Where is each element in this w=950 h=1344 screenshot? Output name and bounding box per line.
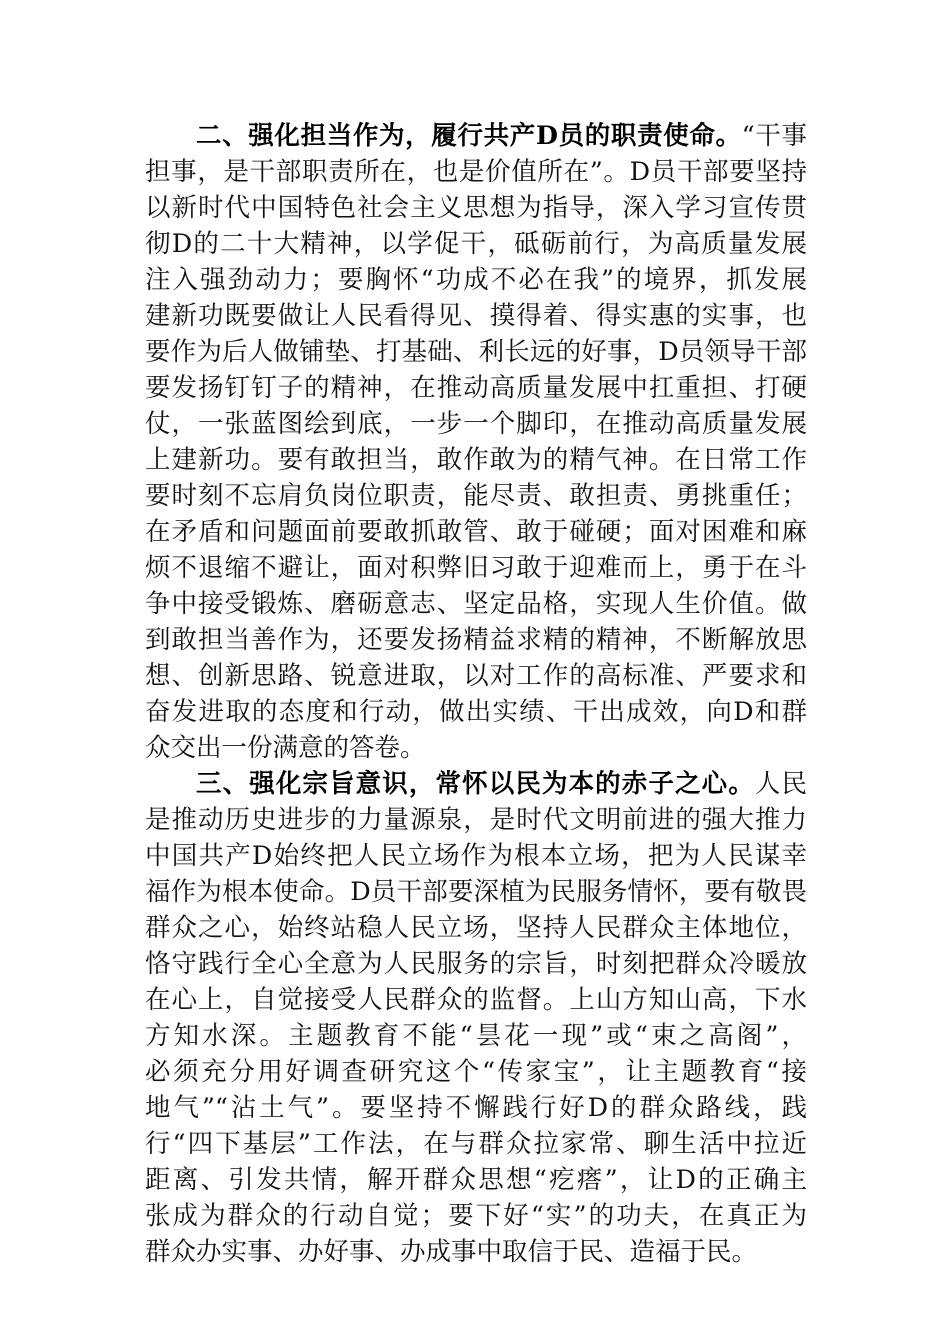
paragraph-three-line: 恪守践行全心全意为人民服务的宗旨，时刻把群众冷暖放 — [145, 949, 807, 979]
paragraph-three-line: 是推动历史进步的力量源泉，是时代文明前进的强大推力 — [145, 805, 807, 835]
paragraph-three-line: 地气”“沾土气”。要坚持不懈践行好D的群众路线，践 — [145, 1093, 807, 1123]
paragraph-three-line: 在心上，自觉接受人民群众的监督。上山方知山高，下水 — [145, 985, 807, 1015]
paragraph-two-line: 争中接受锻炼、磨砺意志、坚定品格，实现人生价值。做 — [145, 589, 807, 619]
paragraph-three-text: 人民 — [754, 769, 807, 799]
paragraph-two-line: 仗，一张蓝图绘到底，一步一个脚印，在推动高质量发展 — [145, 409, 807, 439]
paragraph-two-line: 上建新功。要有敢担当，敢作敢为的精气神。在日常工作 — [145, 445, 807, 475]
paragraph-two-line: 要作为后人做铺垫、打基础、利长远的好事，D员领导干部 — [145, 337, 807, 367]
paragraph-two-line: 以新时代中国特色社会主义思想为指导，深入学习宣传贯 — [145, 193, 807, 223]
paragraph-three-line: 群众之心，始终站稳人民立场，坚持人民群众主体地位， — [145, 913, 807, 943]
paragraph-two-line: 要时刻不忘肩负岗位职责，能尽责、敢担责、勇挑重任； — [145, 481, 807, 511]
paragraph-three-line: 必须充分用好调查研究这个“传家宝”，让主题教育“接 — [145, 1057, 807, 1087]
paragraph-two-line: 到敢担当善作为，还要发扬精益求精的精神，不断解放思 — [145, 625, 807, 655]
paragraph-two-line-last: 众交出一份满意的答卷。 — [145, 733, 426, 763]
paragraph-two-line: 奋发进取的态度和行动，做出实绩、干出成效，向D和群 — [145, 697, 807, 727]
paragraph-three-line: 方知水深。主题教育不能“昙花一现”或“束之高阁”， — [145, 1021, 807, 1051]
paragraph-two-line-1 — [145, 118, 807, 154]
paragraph-two-line: 在矛盾和问题面前要敢抓敢管、敢于碰硬；面对困难和麻 — [145, 517, 807, 547]
paragraph-two-line: 建新功既要做让人民看得见、摸得着、得实惠的实事，也 — [145, 301, 807, 331]
paragraph-three-line: 福作为根本使命。D员干部要深植为民服务情怀，要有敬畏 — [145, 877, 807, 907]
paragraph-two-line: 担事，是干部职责所在，也是价值所在”。D员干部要坚持 — [145, 157, 807, 187]
document-body — [145, 118, 807, 1270]
paragraph-three-line-last: 群众办实事、办好事、办成事中取信于民、造福于民。 — [145, 1237, 758, 1267]
paragraph-two-line: 想、创新思路、锐意进取，以对工作的高标准、严要求和 — [145, 661, 807, 691]
paragraph-two-line: 要发扬钉钉子的精神，在推动高质量发展中扛重担、打硬 — [145, 373, 807, 403]
paragraph-three-line: 中国共产D始终把人民立场作为根本立场，把为人民谋幸 — [145, 841, 807, 871]
paragraph-two-line: 烦不退缩不避让，面对积弊旧习敢于迎难而上，勇于在斗 — [145, 553, 807, 583]
paragraph-two-heading: 二、强化担当作为，履行共产D员的职责使命。 — [196, 121, 742, 151]
paragraph-three-line: 距离、引发共情，解开群众思想“疙瘩”，让D的正确主 — [145, 1165, 807, 1195]
paragraph-two-line: 注入强劲动力；要胸怀“功成不必在我”的境界，抓发展 — [145, 265, 807, 295]
paragraph-three-heading: 三、强化宗旨意识，常怀以民为本的赤子之心。 — [196, 769, 755, 799]
paragraph-two-text: “干事 — [741, 121, 807, 151]
paragraph-three-line-1 — [145, 766, 807, 802]
paragraph-two-line: 彻D的二十大精神，以学促干，砥砺前行，为高质量发展 — [145, 229, 807, 259]
paragraph-three-line: 张成为群众的行动自觉；要下好“实”的功夫，在真正为 — [145, 1201, 807, 1231]
paragraph-three-line: 行“四下基层”工作法，在与群众拉家常、聊生活中拉近 — [145, 1129, 807, 1159]
